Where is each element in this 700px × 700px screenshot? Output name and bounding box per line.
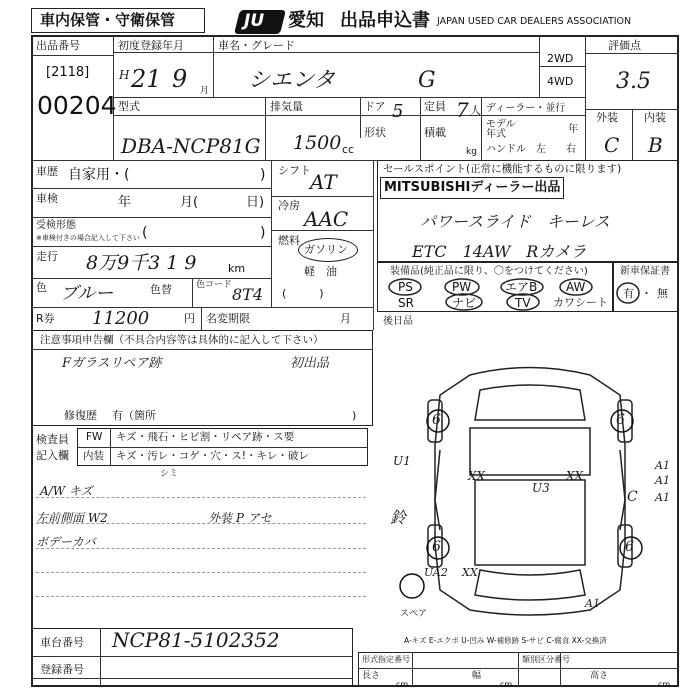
height-unit: cm — [658, 680, 671, 689]
interior-grade: B — [648, 133, 663, 157]
color-code-value: 8T4 — [232, 285, 264, 304]
dmg-mark-fl: 6 — [432, 412, 441, 428]
dmg-mark-right2: A1 — [655, 474, 670, 487]
exterior-label: 外装 — [596, 111, 618, 124]
mileage-value: 8万9千3 1 9 — [86, 252, 197, 274]
fuel-gas: ガソリン — [304, 243, 348, 256]
dmg-mark-rear2: XX — [462, 566, 478, 579]
selling-line2: ETC 14AW Rカメラ — [412, 242, 587, 261]
inspector-fw: FW — [86, 431, 103, 443]
inspector-line2b: 外装 P アセ — [208, 511, 272, 525]
inspection-label: 車検 — [36, 192, 58, 205]
equip-leather: カワシート — [553, 296, 608, 309]
equip-aw: AW — [566, 280, 586, 294]
handle-label: ハンドル — [486, 144, 526, 155]
history-value: 自家用・( — [68, 167, 130, 183]
recycle-label: R券 — [36, 312, 55, 325]
dmg-mark-xx1: XX — [468, 469, 486, 483]
displacement-label: 排気量 — [270, 100, 303, 113]
displacement-unit: cc — [342, 143, 355, 156]
capacity-value: 7 — [456, 98, 469, 122]
load-label: 積載 — [424, 126, 446, 139]
color-value: ブルー — [60, 283, 114, 304]
drive-4wd: 4WD — [547, 75, 574, 88]
dmg-mark-rear1: UA2 — [424, 566, 448, 579]
inspector-line2a: 左前側面 W2 — [36, 511, 108, 525]
width-label: 幅 — [472, 671, 482, 681]
registration-label: 登録番号 — [40, 663, 84, 676]
shift-value: AT — [310, 170, 337, 194]
type-code-label: 型式 — [118, 100, 140, 113]
width-unit: cm — [500, 680, 513, 689]
acceptance-note: ※車検付きの場合記入して下さい — [36, 234, 140, 242]
notes-line2: 初出品 — [290, 356, 330, 371]
fuel-diesel: 軽 油 — [304, 265, 337, 278]
inspector-line3: ボデーカバ — [36, 535, 96, 549]
inspector-sub-note: シミ — [160, 469, 179, 479]
history-close: ) — [260, 167, 266, 183]
score-value: 3.5 — [616, 69, 651, 94]
ju-logo-text: JU — [244, 11, 265, 31]
model-year-unit: 年 — [568, 124, 578, 135]
dmg-mark-right1: A1 — [655, 459, 670, 472]
acceptance-close: ) — [260, 225, 266, 241]
first-reg-label: 初度登録年月 — [118, 39, 184, 52]
spare-label: スペア — [400, 609, 428, 619]
score-label: 評価点 — [608, 39, 641, 52]
dmg-mark-rr: 6 — [625, 539, 634, 555]
dealer-import-label: ディーラー・並行 — [486, 103, 566, 114]
capacity-label: 定員 — [424, 100, 446, 113]
doors-value: 5 — [392, 101, 404, 122]
dmg-mark-roof: U3 — [532, 481, 550, 495]
repair-close: ) — [352, 409, 357, 422]
interior-label: 内装 — [644, 111, 666, 124]
displacement-value: 1500 — [293, 132, 342, 154]
notes-title: 注意事項申告欄（不具合内容等は具体的に記入して下さい） — [40, 334, 324, 346]
model-grade: G — [418, 68, 436, 93]
inspector-row2: キズ・汚レ・コゲ・穴・ス!・キレ・破レ — [116, 450, 309, 462]
model-name: シエンタ — [248, 68, 336, 93]
equipment-title: 装備品(純正品に限り、〇をつけてください) — [390, 266, 588, 277]
fuel-other: ( ) — [282, 287, 324, 300]
warranty-yes: 有 — [623, 287, 634, 300]
inspection-day: 日) — [246, 195, 265, 210]
recycle-unit: 円 — [184, 312, 195, 325]
inspection-month: 月( — [180, 195, 199, 210]
warranty-sep: ・ — [641, 287, 652, 300]
warranty-title: 新車保証書 — [620, 266, 670, 277]
acceptance-label: 受検形態 — [36, 220, 76, 231]
equip-airbag: エアB — [505, 280, 538, 294]
history-label: 車歴 — [36, 165, 58, 178]
exterior-grade: C — [604, 133, 620, 157]
mileage-unit: km — [228, 262, 246, 275]
equip-navi: ナビ — [452, 296, 477, 310]
dmg-mark-xx2: XX — [566, 469, 584, 483]
equip-sr: SR — [398, 296, 414, 310]
capacity-unit: 人 — [470, 104, 481, 117]
lot-number: 00204 — [37, 91, 117, 120]
type-code-value: DBA-NCP81G — [121, 134, 261, 158]
mileage-label: 走行 — [36, 250, 58, 263]
form-title: 出品申込書 — [340, 10, 430, 31]
repair-label: 修復歴 — [64, 409, 97, 422]
inspector-row1: キズ・飛石・ヒビ割・リペア跡・ス要 — [116, 431, 295, 443]
warranty-no: 無 — [657, 287, 668, 300]
color-change-label: 色替 — [150, 283, 172, 296]
branch-name: 愛知 — [288, 10, 324, 31]
form-num-label: 形式指定番号 — [362, 655, 410, 664]
color-code-label: 色コード — [196, 280, 233, 290]
handle-right: 右 — [566, 144, 576, 155]
equip-ps: PS — [398, 280, 413, 294]
drive-2wd: 2WD — [547, 52, 574, 65]
association-name: JAPAN USED CAR DEALERS ASSOCIATION — [437, 16, 632, 27]
dmg-mark-left: U1 — [393, 454, 411, 468]
class-num-label: 類別区分番号 — [522, 655, 570, 664]
acceptance-open: ( — [142, 225, 148, 241]
dmg-mark-rl: 6 — [432, 539, 441, 555]
first-reg-month-unit: 月 — [200, 86, 210, 96]
name-change-label: 名変期限 — [206, 312, 250, 325]
handle-left: 左 — [536, 144, 546, 155]
dmg-mark-rear3: A1 — [585, 597, 600, 610]
first-reg-month: 9 — [172, 65, 188, 93]
model-label: 車名・グレード — [218, 39, 295, 52]
model-year-label1: モデル — [486, 119, 516, 130]
doors-label: ドア — [364, 100, 386, 113]
first-reg-year: 21 — [131, 65, 162, 93]
dmg-mark-fr: 6 — [616, 412, 625, 428]
equip-tv: TV — [515, 296, 531, 310]
fuel-label: 燃料 — [278, 234, 300, 247]
length-unit: cm — [396, 680, 409, 689]
inspector-label2: 記入欄 — [36, 449, 69, 462]
selling-title: セールスポイント(正常に機能するものに限ります) — [383, 163, 622, 175]
aircon-label: 冷房 — [278, 199, 300, 212]
chassis-label: 車台番号 — [40, 636, 84, 649]
recycle-value: 11200 — [92, 308, 150, 329]
inspection-year: 年 — [118, 195, 132, 210]
lot-label: 出品番号 — [36, 39, 80, 52]
bottom-right-label: 後日品 — [383, 316, 413, 327]
repair-value: 有（箇所 — [112, 409, 156, 422]
inspector-line1: A/W キズ — [40, 484, 93, 498]
dmg-side-note: 鈴 — [390, 508, 407, 527]
name-change-unit: 月 — [340, 312, 351, 325]
selling-banner: MITSUBISHIディーラー出品 — [384, 180, 561, 195]
load-unit: kg — [466, 147, 477, 157]
chassis-value: NCP81-5102352 — [112, 628, 280, 652]
lot-sub-number: [2118] — [46, 65, 90, 80]
dmg-mark-right3: C — [627, 489, 638, 505]
first-reg-era: H — [119, 68, 130, 82]
height-label: 高さ — [590, 671, 609, 681]
aircon-value: AAC — [304, 207, 349, 231]
equip-pw: PW — [452, 280, 472, 294]
notes-line1: Fガラスリペア跡 — [62, 356, 162, 371]
inspector-interior: 内装 — [83, 450, 104, 462]
shift-label: シフト — [278, 164, 311, 177]
model-year-label2: 年式 — [486, 129, 506, 140]
legend: A-キズ E-エクボ U-凹み W-補修跡 S-サビ C-腐食 XX-交換済 — [404, 636, 607, 645]
inspector-label1: 検査員 — [36, 433, 69, 446]
dmg-mark-right4: A1 — [655, 491, 670, 504]
length-label: 長さ — [362, 671, 381, 681]
selling-line1: パワースライド キーレス — [420, 212, 610, 231]
color-label: 色 — [36, 281, 47, 294]
shape-label: 形状 — [364, 126, 386, 139]
storage-tag: 車内保管・守衛保管 — [40, 11, 176, 29]
